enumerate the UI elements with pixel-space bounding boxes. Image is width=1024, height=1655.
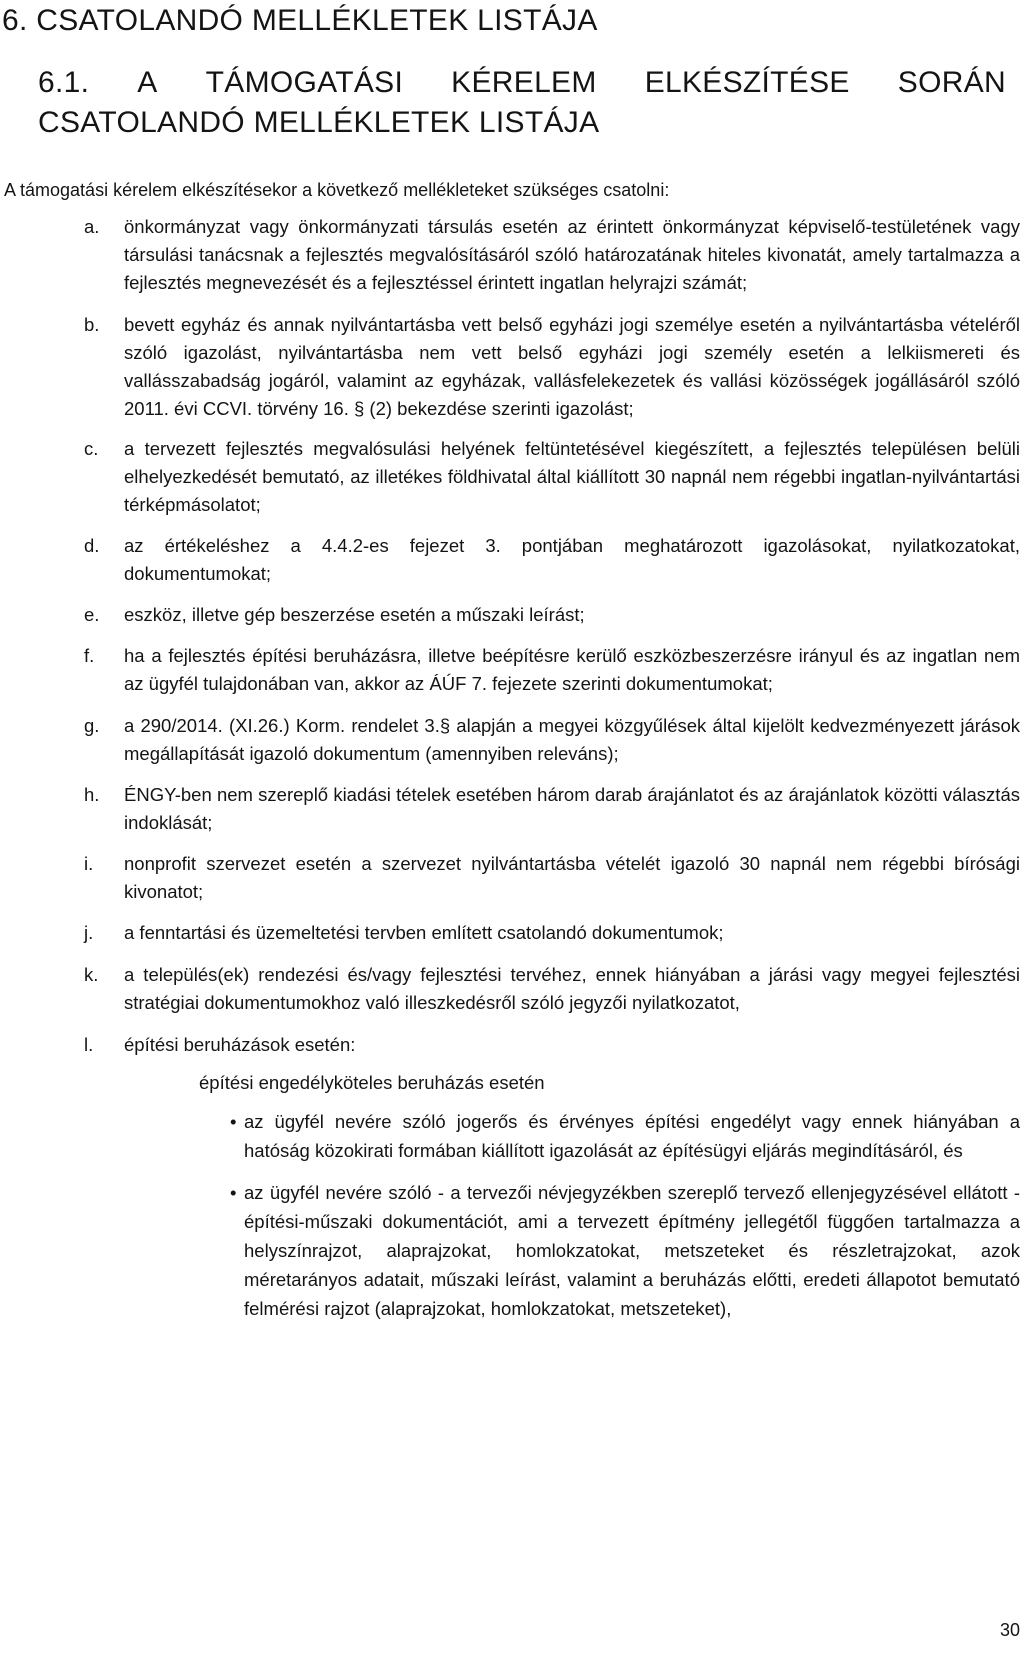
list-item bbox=[84, 311, 1020, 423]
list-item-letter: i. bbox=[84, 853, 94, 874]
list-item bbox=[84, 961, 1020, 1017]
subsection-heading-word: 6.1. bbox=[38, 66, 90, 99]
list-item bbox=[84, 781, 1020, 837]
subsection-heading-word: TÁMOGATÁSI bbox=[205, 66, 404, 99]
bullet-text: az ügyfél nevére szóló jogerős és érvényes építési engedélyt vagy ennek hiányában a hatóság közokirati formában kiállított igazolását az építésügyi eljárás megindításáról, és bbox=[244, 1111, 1020, 1161]
list-item-text: ÉNGY-ben nem szereplő kiadási tételek esetében három darab árajánlatot és az árajánlatok közötti választás indoklását; bbox=[124, 784, 1020, 833]
subsection-heading-word: ELKÉSZÍTÉSE bbox=[644, 66, 850, 99]
list-item-letter: e. bbox=[84, 604, 100, 625]
list-item-text: a tervezett fejlesztés megvalósulási helyének feltüntetésével kiegészített, a fejlesztés településen belüli elhelyezkedését bemutató, az illetékes földhivatal által kiállított 30 napnál nem régebbi ingatlan-nyilvántartási térképmásolatot; bbox=[124, 438, 1020, 515]
bullet-text: az ügyfél nevére szóló - a tervezői névjegyzékben szereplő tervező ellenjegyzésével ellátott - építési-műszaki dokumentációt, ami a tervezett építmény jellegétől függően tartalmazza a helyszínrajzot, alaprajzokat, homlokzatokat, metszeteket és részletrajzokat, azok méretarányos adatait, műszaki leírást, valamint a beruházás előtti, eredeti állapotot bemutató felmérési rajzot (alaprajzokat, homlokzatokat, metszeteket), bbox=[244, 1182, 1020, 1319]
subsection-heading-word: KÉRELEM bbox=[451, 66, 597, 99]
subsection-heading-word: A bbox=[137, 66, 158, 99]
list-item bbox=[84, 712, 1020, 768]
list-item-letter: g. bbox=[84, 715, 100, 736]
list-item bbox=[84, 532, 1020, 588]
list-item-letter: d. bbox=[84, 535, 100, 556]
list-item bbox=[84, 1031, 1020, 1059]
list-item-letter: j. bbox=[84, 922, 94, 943]
list-item-text: építési beruházások esetén: bbox=[124, 1034, 356, 1055]
subsection-heading-line2: CSATOLANDÓ MELLÉKLETEK LISTÁJA bbox=[38, 106, 600, 139]
list-item-letter: a. bbox=[84, 216, 100, 237]
list-item-text: a fenntartási és üzemeltetési tervben említett csatolandó dokumentumok; bbox=[124, 922, 724, 943]
list-item-text: a 290/2014. (XI.26.) Korm. rendelet 3.§ alapján a megyei közgyűlések által kijelölt kedvezményezett járások megállapítását igazoló dokumentum (amennyiben releváns); bbox=[124, 715, 1020, 764]
section-heading: 6. CSATOLANDÓ MELLÉKLETEK LISTÁJA bbox=[2, 4, 598, 37]
bullet-icon: • bbox=[230, 1111, 237, 1132]
subsection-heading-word: SORÁN bbox=[897, 66, 1006, 99]
list-item-letter: h. bbox=[84, 784, 100, 805]
list-item-letter: c. bbox=[84, 438, 99, 459]
list-item bbox=[84, 919, 1020, 947]
bullet-item bbox=[230, 1178, 1020, 1323]
subsection-heading bbox=[38, 66, 1006, 100]
list-item-letter: l. bbox=[84, 1034, 94, 1055]
list-item bbox=[84, 435, 1020, 519]
list-item-text: önkormányzat vagy önkormányzati társulás esetén az érintett önkormányzat képviselő-testületének vagy társulási tanácsnak a fejlesztés megvalósításáról szóló határozatának hiteles kivonatát, amely tartalmazza a fejlesztés megnevezését és a fejlesztéssel érintett ingatlan helyrajzi számát; bbox=[124, 216, 1020, 293]
bullet-icon: • bbox=[230, 1182, 237, 1203]
list-item-text: a település(ek) rendezési és/vagy fejlesztési tervéhez, ennek hiányában a járási vagy megyei fejlesztési stratégiai dokumentumokhoz való illeszkedésről szóló jegyzői nyilatkozatot, bbox=[124, 964, 1020, 1013]
list-item bbox=[84, 850, 1020, 906]
list-item-letter: b. bbox=[84, 314, 100, 335]
list-item bbox=[84, 642, 1020, 698]
list-item-letter: k. bbox=[84, 964, 99, 985]
list-item-text: ha a fejlesztés építési beruházásra, illetve beépítésre kerülő eszközbeszerzésre irányul és az ingatlan nem az ügyfél tulajdonában van, akkor az ÁÚF 7. fejezete szerinti dokumentumokat; bbox=[124, 645, 1020, 694]
list-item bbox=[84, 601, 1020, 629]
page-number: 30 bbox=[999, 1620, 1020, 1640]
intro-text: A támogatási kérelem elkészítésekor a következő mellékleteket szükséges csatolni: bbox=[4, 180, 670, 200]
bullet-item bbox=[230, 1107, 1020, 1165]
list-item bbox=[84, 213, 1020, 297]
list-item-letter: f. bbox=[84, 645, 95, 666]
list-item-text: az értékeléshez a 4.4.2-es fejezet 3. pontjában meghatározott igazolásokat, nyilatkozatokat, dokumentumokat; bbox=[124, 535, 1020, 584]
list-item-text: eszköz, illetve gép beszerzése esetén a műszaki leírást; bbox=[124, 604, 585, 625]
attachment-list bbox=[84, 213, 1020, 1323]
list-item-text: bevett egyház és annak nyilvántartásba vett belső egyházi jogi személye esetén a nyilvántartásba vételéről szóló igazolást, nyilvántartásba nem vett belső egyházi jogi személy esetén a lelkiismereti és vallásszabadság jogáról, valamint az egyházak, vallásfelekezetek és vallási közösségek jogállásáról szóló 2011. évi CCVI. törvény 16. § (2) bekezdése szerinti igazolást; bbox=[124, 314, 1020, 419]
list-item-text: nonprofit szervezet esetén a szervezet nyilvántartásba vételét igazoló 30 napnál nem régebbi bírósági kivonatot; bbox=[124, 853, 1020, 902]
subsection-title: építési engedélyköteles beruházás esetén bbox=[199, 1072, 545, 1093]
